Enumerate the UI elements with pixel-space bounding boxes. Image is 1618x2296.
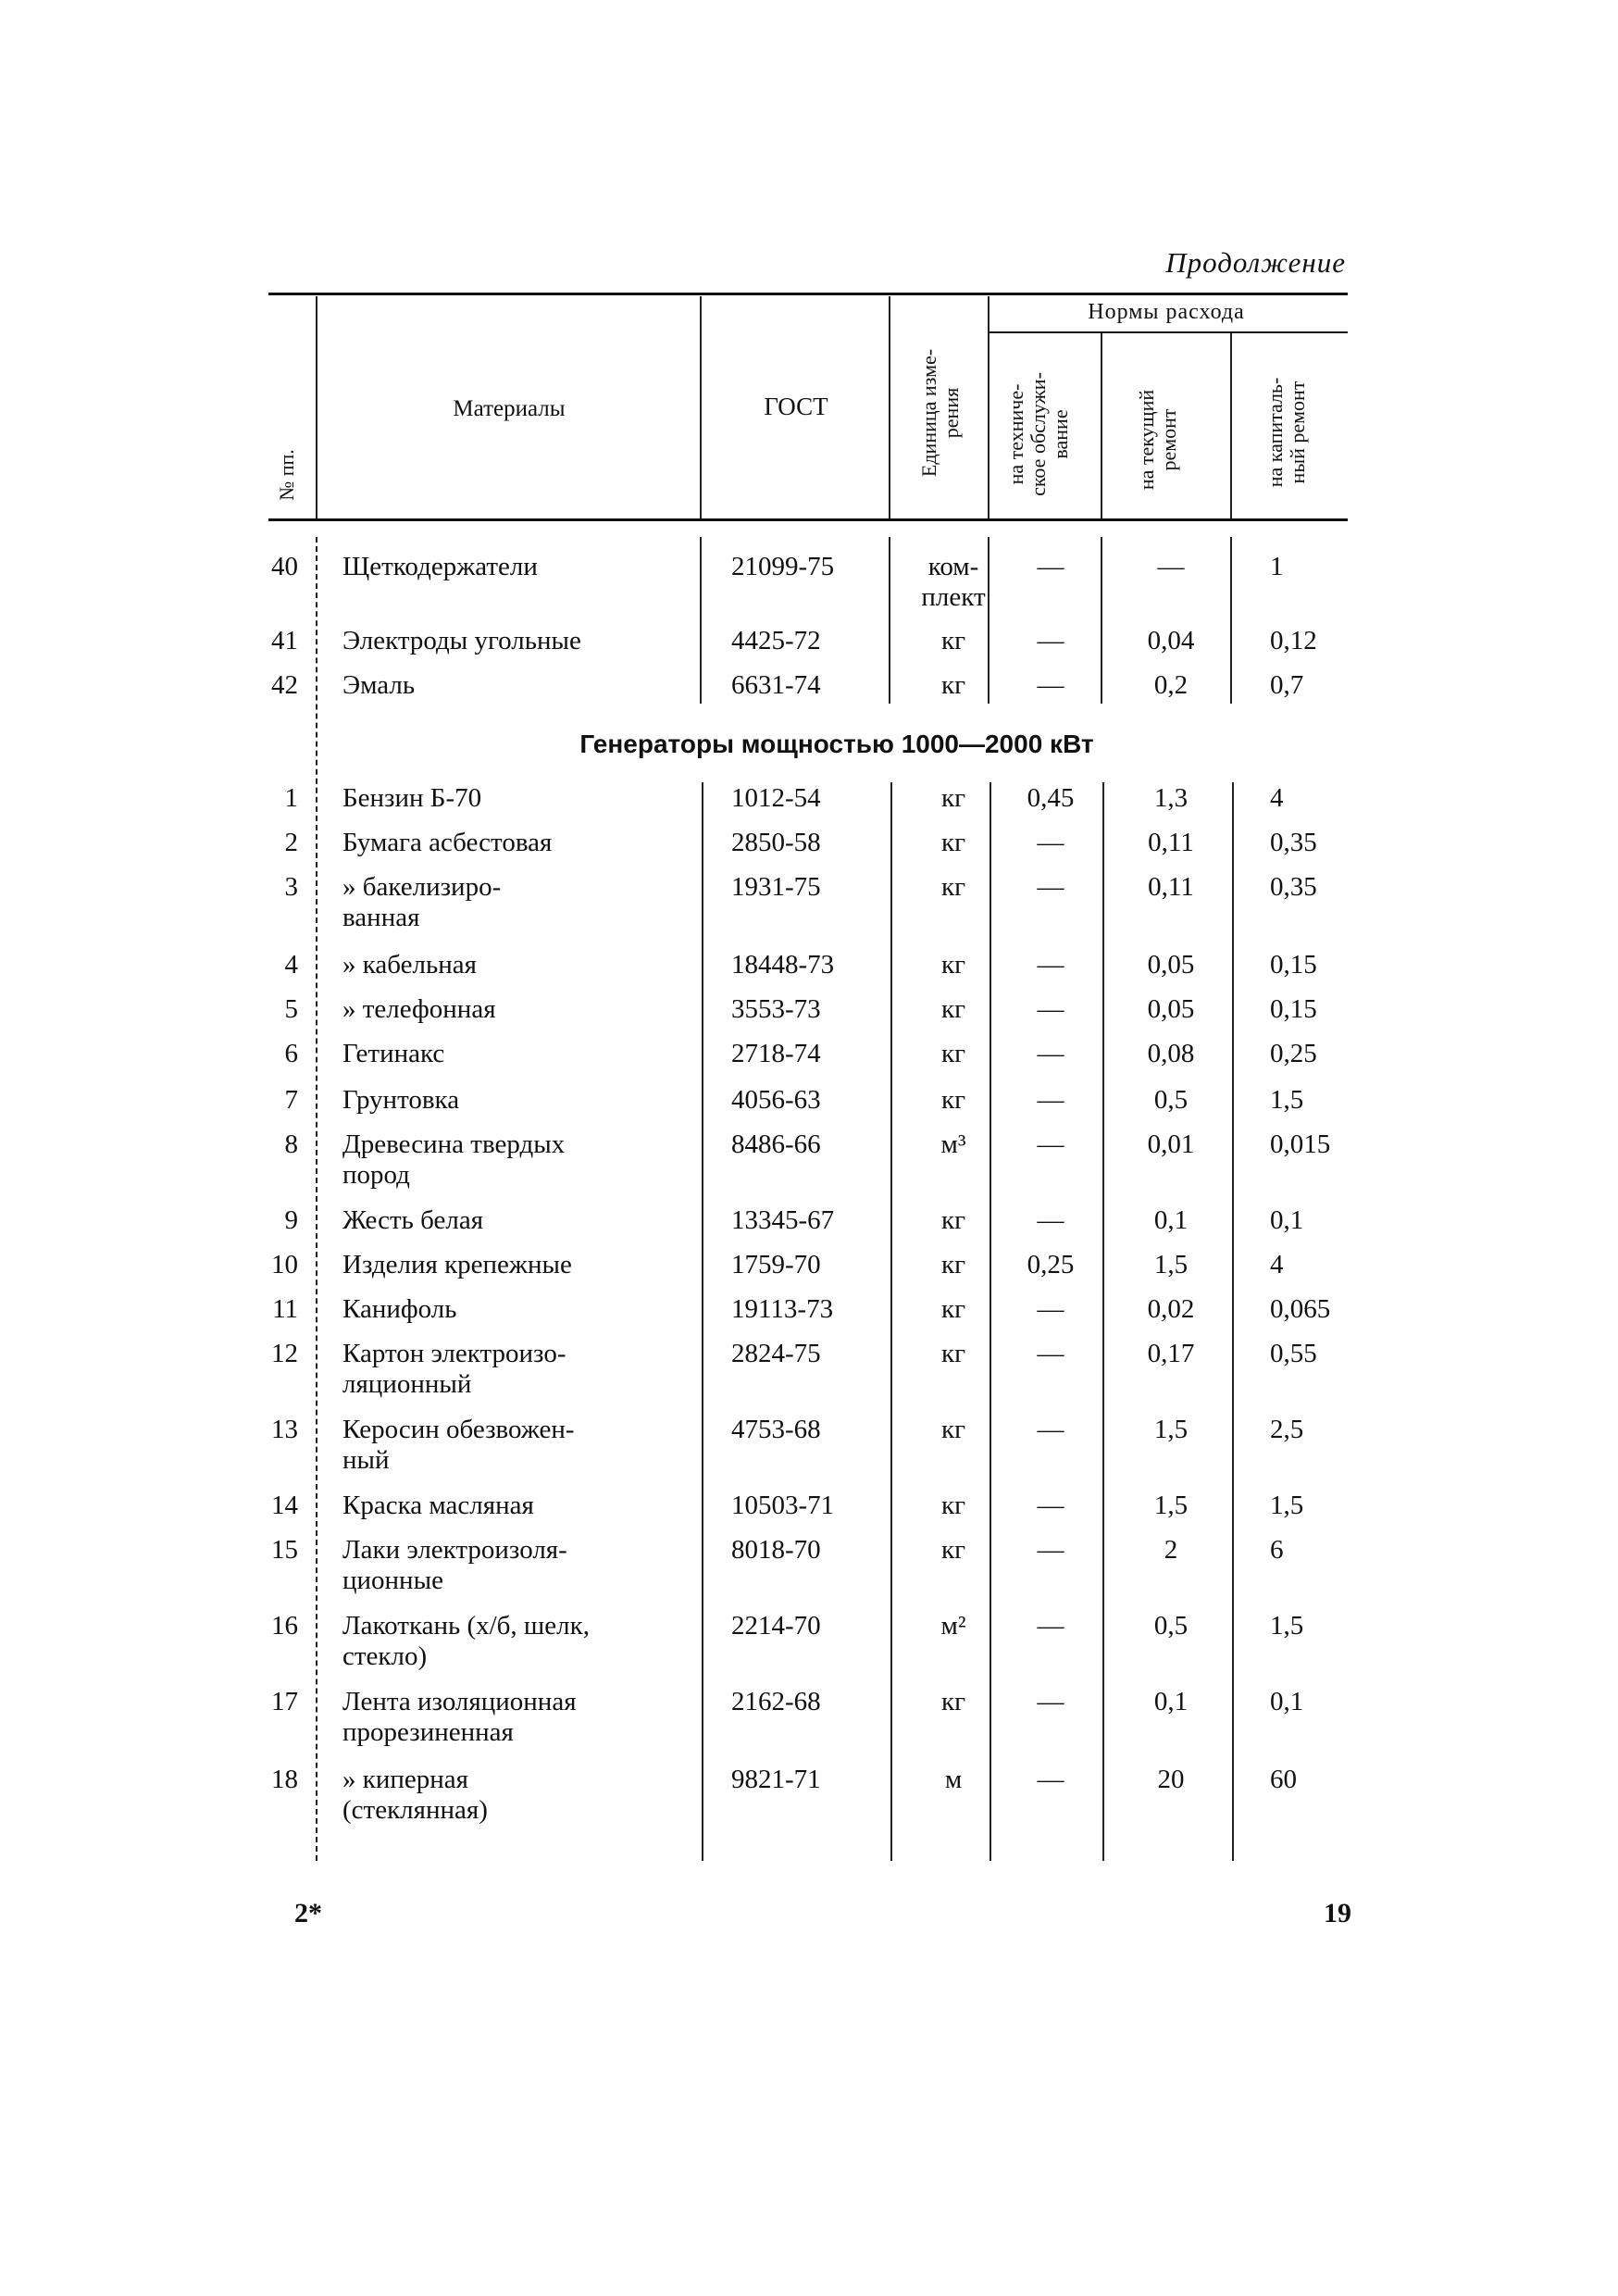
norm-current-repair: 0,05 [1147, 950, 1195, 980]
header-materials: Материалы [453, 396, 566, 421]
header-unit: Единица изме- рения [917, 348, 963, 478]
material-name: Щеткодержатели [342, 552, 538, 581]
norm-current-repair: 1,5 [1153, 1250, 1189, 1279]
norm-capital-repair: 0,35 [1270, 872, 1317, 902]
norm-current-repair: 0,1 [1153, 1687, 1189, 1716]
norm-capital-repair: 4 [1270, 783, 1284, 813]
row-number: 40 [271, 552, 298, 581]
norm-current-repair: 0,01 [1147, 1129, 1195, 1159]
row-number: 17 [271, 1687, 298, 1716]
material-name: Лента изоляционная прорезиненная [342, 1687, 577, 1747]
material-name: Керосин обезвожен- ный [342, 1415, 575, 1475]
unit: кг [941, 1205, 965, 1235]
material-name: Бумага асбестовая [342, 828, 553, 857]
header-norms: Нормы расхода [1088, 300, 1245, 324]
row-number: 2 [284, 828, 298, 857]
row-number: 13 [271, 1415, 298, 1444]
gost-code: 10503-71 [731, 1491, 835, 1520]
norm-current-repair: 20 [1157, 1765, 1185, 1794]
norm-current-repair: 0,11 [1148, 872, 1194, 902]
norms-underline [988, 331, 1348, 333]
body-divider-3b [890, 782, 892, 1861]
row-number: 8 [284, 1129, 298, 1159]
unit: кг [941, 872, 965, 902]
gost-code: 4056-63 [731, 1085, 821, 1115]
norm-capital-repair: 0,1 [1270, 1687, 1304, 1716]
norm-current-repair: 0,08 [1147, 1039, 1195, 1068]
norm-maintenance: — [1037, 1491, 1064, 1520]
norm-capital-repair: 1,5 [1270, 1491, 1304, 1520]
header-divider-2 [700, 296, 702, 518]
norm-capital-repair: 0,065 [1270, 1294, 1331, 1324]
material-name: Грунтовка [342, 1085, 460, 1115]
material-name: Электроды угольные [342, 626, 581, 655]
norm-current-repair: 1,5 [1153, 1491, 1189, 1520]
unit: кг [941, 1039, 965, 1068]
norm-maintenance: — [1037, 872, 1064, 902]
norm-capital-repair: 2,5 [1270, 1415, 1304, 1444]
gost-code: 2214-70 [731, 1611, 821, 1641]
unit: кг [941, 1339, 965, 1368]
norm-maintenance: — [1037, 994, 1064, 1024]
header-gost: ГОСТ [764, 393, 828, 420]
norm-maintenance: 0,25 [1027, 1250, 1075, 1279]
header-bottom-rule [268, 518, 1348, 521]
header-tr: на текущий ремонт [1135, 389, 1180, 491]
gost-code: 2162-68 [731, 1687, 821, 1716]
row-number: 9 [284, 1205, 298, 1235]
norm-current-repair: 0,05 [1147, 994, 1195, 1024]
material-name: Изделия крепежные [342, 1250, 572, 1279]
norm-capital-repair: 0,015 [1270, 1129, 1331, 1159]
material-name: Жесть белая [342, 1205, 484, 1235]
norm-current-repair: 0,04 [1147, 626, 1195, 655]
norm-maintenance: 0,45 [1027, 783, 1075, 813]
gost-code: 13345-67 [731, 1205, 835, 1235]
norm-maintenance: — [1037, 1294, 1064, 1324]
row-number: 7 [284, 1085, 298, 1115]
gost-code: 19113-73 [731, 1294, 834, 1324]
header-divider-6 [1230, 333, 1232, 518]
unit: кг [941, 1085, 965, 1115]
row-number: 3 [284, 872, 298, 902]
material-name: » бакелизиро- ванная [342, 872, 502, 932]
unit: кг [941, 1250, 965, 1279]
unit: кг [941, 1687, 965, 1716]
unit: ком- плект [921, 552, 986, 612]
row-number: 18 [271, 1765, 298, 1794]
gost-code: 2718-74 [731, 1039, 821, 1068]
unit: кг [941, 626, 965, 655]
norm-current-repair: 1,3 [1153, 783, 1189, 813]
gost-code: 8486-66 [731, 1129, 821, 1159]
norm-current-repair: 0,17 [1147, 1339, 1195, 1368]
row-number: 42 [271, 670, 298, 700]
norm-maintenance: — [1037, 1205, 1064, 1235]
header-divider-1 [316, 296, 317, 518]
material-name: Картон электроизо- ляционный [342, 1339, 566, 1399]
gost-code: 3553-73 [731, 994, 821, 1024]
norm-maintenance: — [1037, 1765, 1064, 1794]
gost-code: 4425-72 [731, 626, 821, 655]
norm-capital-repair: 0,15 [1270, 994, 1317, 1024]
header-kr: на капиталь- ный ремонт [1263, 377, 1309, 488]
footer-signature-mark: 2* [294, 1898, 322, 1928]
body-divider-6 [1230, 537, 1232, 704]
material-name: Лакоткань (х/б, шелк, стекло) [342, 1611, 590, 1671]
norm-current-repair: 0,2 [1153, 670, 1189, 700]
norm-capital-repair: 0,25 [1270, 1039, 1317, 1068]
material-name: » кабельная [342, 950, 477, 980]
gost-code: 9821-71 [731, 1765, 821, 1794]
unit: кг [941, 828, 965, 857]
norm-maintenance: — [1037, 552, 1064, 581]
norm-maintenance: — [1037, 1611, 1064, 1641]
norm-maintenance: — [1037, 1085, 1064, 1115]
section-title: Генераторы мощностью 1000—2000 кВт [579, 730, 1094, 758]
row-number: 1 [284, 783, 298, 813]
norm-current-repair: 0,11 [1148, 828, 1194, 857]
norm-capital-repair: 4 [1270, 1250, 1284, 1279]
norm-current-repair: 0,1 [1153, 1205, 1189, 1235]
norm-capital-repair: 0,15 [1270, 950, 1317, 980]
material-name: Краска масляная [342, 1491, 534, 1520]
material-name: Древесина твердых пород [342, 1129, 566, 1190]
norm-capital-repair: 0,35 [1270, 828, 1317, 857]
header-no: № пп. [275, 449, 298, 501]
body-divider-3 [889, 537, 890, 704]
row-number: 10 [271, 1250, 298, 1279]
body-divider-6b [1232, 782, 1234, 1861]
material-name: Эмаль [342, 670, 416, 700]
unit: м³ [940, 1129, 966, 1159]
unit: кг [941, 1535, 965, 1565]
norm-capital-repair: 0,12 [1270, 626, 1317, 655]
unit: м [944, 1765, 963, 1794]
material-name: » телефонная [342, 994, 496, 1024]
norm-maintenance: — [1037, 1129, 1064, 1159]
unit: кг [941, 1491, 965, 1520]
norm-capital-repair: 60 [1270, 1765, 1297, 1794]
row-number: 11 [272, 1294, 298, 1324]
norm-current-repair: 0,5 [1153, 1611, 1189, 1641]
material-name: Бензин Б-70 [342, 783, 482, 813]
norm-capital-repair: 1,5 [1270, 1611, 1304, 1641]
material-name: Гетинакс [342, 1039, 445, 1068]
row-number: 14 [271, 1491, 298, 1520]
unit: кг [941, 950, 965, 980]
body-divider-5b [1102, 782, 1104, 1861]
gost-code: 1012-54 [731, 783, 821, 813]
gost-code: 8018-70 [731, 1535, 821, 1565]
norm-capital-repair: 1 [1270, 552, 1284, 581]
norm-maintenance: — [1037, 1535, 1064, 1565]
unit: м² [940, 1611, 966, 1641]
norm-maintenance: — [1037, 1039, 1064, 1068]
gost-code: 18448-73 [731, 950, 835, 980]
unit: кг [941, 670, 965, 700]
row-number: 12 [271, 1339, 298, 1368]
norm-current-repair: 2 [1164, 1535, 1178, 1565]
unit: кг [941, 1294, 965, 1324]
row-number: 16 [271, 1611, 298, 1641]
gost-code: 4753-68 [731, 1415, 821, 1444]
norm-maintenance: — [1037, 1415, 1064, 1444]
header-divider-3 [889, 296, 890, 518]
row-number: 4 [284, 950, 298, 980]
row-number: 15 [271, 1535, 298, 1565]
gost-code: 6631-74 [731, 670, 821, 700]
norm-maintenance: — [1037, 670, 1064, 700]
unit: кг [941, 994, 965, 1024]
norm-current-repair: 0,02 [1147, 1294, 1195, 1324]
table-top-rule [268, 293, 1348, 295]
header-divider-4 [988, 296, 989, 518]
norm-maintenance: — [1037, 828, 1064, 857]
gost-code: 2850-58 [731, 828, 821, 857]
unit: кг [941, 783, 965, 813]
row-number: 5 [284, 994, 298, 1024]
gost-code: 21099-75 [731, 552, 835, 581]
material-name: » киперная (стеклянная) [342, 1765, 488, 1825]
norm-current-repair: 1,5 [1153, 1415, 1189, 1444]
row-number: 6 [284, 1039, 298, 1068]
norm-current-repair: 0,5 [1153, 1085, 1189, 1115]
norm-current-repair: — [1157, 552, 1185, 581]
norm-maintenance: — [1037, 626, 1064, 655]
header-to: на техниче- ское обслужи- вание [1004, 372, 1072, 496]
norm-capital-repair: 0,55 [1270, 1339, 1317, 1368]
gost-code: 1759-70 [731, 1250, 821, 1279]
norm-maintenance: — [1037, 950, 1064, 980]
norm-capital-repair: 0,1 [1270, 1205, 1304, 1235]
continuation-label: Продолжение [1165, 246, 1346, 279]
page-number: 19 [1324, 1898, 1351, 1928]
norm-capital-repair: 0,7 [1270, 670, 1304, 700]
norm-capital-repair: 6 [1270, 1535, 1284, 1565]
material-name: Лаки электроизоля- ционные [342, 1535, 567, 1595]
header-divider-5 [1101, 333, 1102, 518]
unit: кг [941, 1415, 965, 1444]
norm-maintenance: — [1037, 1339, 1064, 1368]
material-name: Канифоль [342, 1294, 457, 1324]
gost-code: 2824-75 [731, 1339, 821, 1368]
norm-capital-repair: 1,5 [1270, 1085, 1304, 1115]
norm-maintenance: — [1037, 1687, 1064, 1716]
row-number: 41 [271, 626, 298, 655]
gost-code: 1931-75 [731, 872, 821, 902]
